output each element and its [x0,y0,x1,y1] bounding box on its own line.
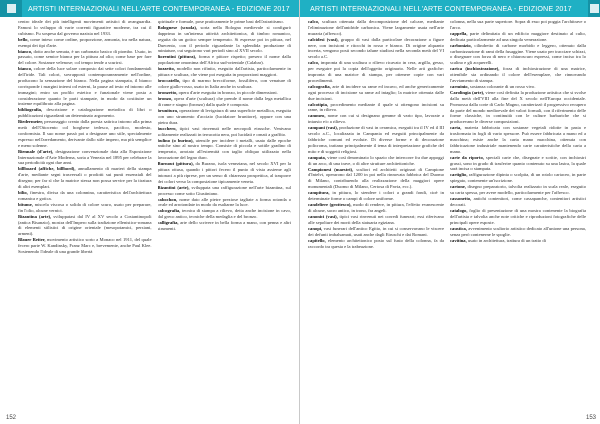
entry-definition: procedimento mediante il quale si ottengono incisioni su rame, in rilievo. [308,101,444,113]
entry-definition: utensile per incidere i metalli, usato dalle epoche antiche sino al nostro tempo. Consiste di piccola e sottile gradino di temperato, arrotato all'estremità con taglio obliquo utilizzato nella lavorazione del legno duro. [157,137,291,161]
entry-term: capitello, [308,237,326,243]
glossary-entry [308,190,444,202]
entry-definition: sviluppatasi dal IV al XV secolo a Costantinopoli (antica Bisanzio), mostra dell'Impero sulla tradizione ellenistico-romana di elementi stilistici di origine orientale (mesopotamici, persiani, armeni). [18,213,152,237]
entry-definition: avvenimento scultorio artistico dedicato all'unione una persona, senza però contenerne le spoglie. [450,225,586,237]
glossary-entry [450,84,586,90]
entry-term: bello, [18,36,29,42]
glossary-entry [450,43,586,66]
entry-term: Burnout (pittura), [157,161,194,167]
entry-definition: gruppo di vasi dalla particolare decorazione a figure nere, con incisioni e ritocchi in rosso e bianco. Di origine alquanto incerta, vengono posti secondo talune studiosi nella seconda metà del VI secolo a.C. [308,36,444,60]
entry-term: bianco, [18,66,33,72]
entry-definition: impronta di una scultura o rilievo ricavato in cera, argilla, gesso, per eseguire poi la copia dell'oggetto originario. Nelle arti grafiche: impronta di una matrice di stampa, per ottenere copie con vari procedimenti. [308,60,444,83]
glossary-entry [308,125,444,154]
left-page-number: 152 [6,415,17,421]
entry-term: calcidesi (vasi), [308,36,339,42]
left-columns [18,19,291,410]
entry-term: bronzo, [157,96,173,102]
entry-definition: raffigurazione dipinta o scolpita, di un rotolo cartaceo, in parte spiegato, contenente un'iscrizione. [450,172,586,184]
entry-definition: cilindretto di carbone morbido e leggero, ottenuto dalla carbonizzazione di rami della fusaggine. Viene usato per tracciare schizzi, o disegnare con forza di nero e chiaroscuro espressi, come inciso tra lo scalino e gli acquerelli. [450,42,586,66]
entry-definition: sorta nella Bologna medievale si configurò dapprima in un'intensa attività architettonica, di timbro romanico, seguita da un gotico sempre temperato. Si espresse poi in pittura, nel Duecento, con il periodo riguardante la splendida produzione di miniature, cui seguirono vari periodi sino al XVII secolo. [157,25,291,54]
entry-term: canopi, [308,225,323,231]
entry-term: calcografia, [157,208,181,214]
glossary-entry [18,66,152,107]
right-page-number: 153 [585,415,596,421]
entry-definition: come inteso come ordine, proporzione, armonia, tra nella natura, esempi dei tipi d'arte. [18,36,152,48]
glossary-entry [158,25,292,54]
left-header-title: ARTISTI INTERNAZIONALI NELL'ARTE CONTEMPORANEA - EDIZIONE 2017 [22,0,299,17]
entry-term: brunitura, [157,107,179,113]
entry-term: cavitina, [450,237,467,243]
entry-term: Biedermeier, [18,119,43,125]
entry-definition: descrizione e catalogazione metodica di libri o pubblicazioni riguardanti un determinato argomento. [18,107,152,119]
entry-term: bronzetto, [157,90,178,96]
entry-definition: colore della luce solare composto dai sette colori fondamentali dell'iride. Tali colori, sovrapposti contemporaneamente nell'ordine, producono la sensazione del bianco. Nella pagina stampata, il bianco corrisponde i margini interni od esterni, la pause ad testo ed intorno alle immagini; entro un profilo estetico e funzionale viene posta a considerazione quanto le parti stampate, in modo da costituire un insieme equilibrato alla pagina. [18,66,152,107]
entry-term: Campionesi (maestri), [308,166,354,172]
glossary-entry [308,60,444,83]
column-4 [450,19,586,410]
right-header-title: ARTISTI INTERNAZIONALI NELL'ARTE CONTEMPORANEA - EDIZIONE 2017 [300,0,588,17]
entry-term: bianco, [18,48,33,54]
entry-term: campitura, [308,190,330,196]
entry-term: cappella, [450,30,468,36]
entry-term: bibliografia, [18,107,43,113]
entry-term: carta, [450,125,462,131]
entry-definition: da Burano, isola veneziana, nel secolo XVI per la pittura ottusa, quando i pittori fecero il punto di vista assieme agli intonaci a più riprese, per un senso di chiarezza prospettica, al trasporre dei colori verso la composizione tipicamente veneta. [157,161,291,184]
glossary-entry [308,19,444,37]
glossary-entry [308,226,444,238]
entry-term: cartiglio, [450,172,468,178]
glossary-entry [308,167,444,190]
entry-definition: viene così denominato lo spazio che intercorre fra due appoggi di un arco, di una trave, o di altre strutture architettoniche. [308,154,444,166]
entry-definition: foglio di presentazione di una mostra contenente la biografia dell'artista e talvolta anche note critiche e riproduzioni fotografiche delle principali opere esposte. [450,208,586,225]
entry-definition: vasi funerari dell'antico Egitto, in cui si conservavano le viscere dei defunti imbalsamati, usati anche dagli Etruschi e dai Romani. [308,225,444,237]
entry-definition: scultori ed architetti originari di Campione d'Intelvi, operarono dal 1200 in poi nella rinnovata fabbrica del Duomo di Milano, contribuendo alla realizzazione della maggiori opere monumentali (Duomo di Milano, Certosa di Pavia, ecc.). [308,166,444,190]
left-header-tab [0,0,22,17]
glossary-entry [158,90,292,96]
tab-square-icon [590,4,599,13]
glossary-entry [450,238,586,244]
entry-definition: modo di rendere, in pittura, l'effetto evanescente di alcune, sacro antico, in trono, fra angeli. [308,202,444,213]
entry-term: calcotipia, [308,101,329,107]
entry-term: cammeo, [308,113,326,119]
glossary-entry [158,208,292,220]
entry-definition: elemento architettonico posto sul fusto della colonna, fa da raccordo tra questa e la trabeazione. [308,237,444,249]
entry-term: billboard (affiche, billbord), [18,166,76,172]
entry-definition: antichi contenitori, come cassapanche, contenitori artistici decorati. [450,196,586,208]
entry-term: caustica, [450,225,467,231]
glossary-entry [158,138,292,161]
entry-definition: tipici vasi rinvenuti nei corredi funerari; essi riferivano alle sepolture dei morti della statuaria egiziana. [308,213,444,225]
entry-term: catalogo, [450,208,468,214]
glossary-entry [18,166,152,189]
glossary-entry [158,197,292,209]
entry-definition: produzione di vasi in ceramica, eseguiti tra il IV ed il III secolo a.C., localizzata in Campania ed eseguiti principalmente da fabbriche comuni ed evolute. Di diverse forme e di decorazione policroma, trattano principalmente il tema di interpretazione grafiche del mito e di soggetti religiosi. [308,125,444,154]
entry-term: Bizantina (arte), [18,213,52,219]
entry-term: bucchero, [157,125,177,131]
entry-term: campani (vasi), [308,125,338,131]
entry-definition: designazione convenzionale data alla Esposizione Internazionale d'Arte Moderna, sorta a Venezia nel 1895 per celebrare la sua periodicità ogni due anni. [18,148,152,166]
entry-term: bozzetto, [157,66,175,72]
entry-definition: arte di incidere su rame ed incavo, ed anche genericamente ogni processo di incisione su rame ad intaglio; la matrice ottenuta dalle due incisioni. [308,83,444,101]
entry-term: candeliere (grottesco), [308,202,352,208]
glossary-entry [18,119,152,148]
entry-term: Blauer Reiter, [18,237,46,243]
entry-term: carminio, [450,84,469,90]
glossary-entry [450,226,586,238]
entry-term: bilio, [18,189,28,195]
glossary-entry [308,84,444,102]
entry-term: canonici (vasi), [308,213,338,219]
entry-term: bulino (o burino), [157,137,194,143]
entry-definition: tecnica di stampa a rilievo, detta anche incisione in cavo, dal greco antico, tecniche della medaglia e del bronzo. [157,208,291,220]
entry-definition: scultura ottenuta dalla decomposizione del calcare, mediante l'eliminazione dell'anidride carbonica. Viene largamente usata nell'arte muraria (affresco). [308,19,444,36]
glossary-entry [158,54,292,66]
right-columns [308,19,586,410]
glossary-entry [450,155,586,173]
glossary-entry [158,66,292,78]
entry-definition: forza di inchiostrazione di una matrice, ottenibile sia ordinando il colore dell'esemplare, che rinnovando l'avviamento di stampa. [450,66,586,83]
entry-definition: personaggio creato dalla poesia satirica intorno alla prima metà dell'Ottocento col borghese tedesco, pacifico, modesto, conformista. Il suo nome passò poi a designare uno stile, specialmente espresso nell'arredamento, derivante dallo stile impero, ma più semplice e meno solenne. [18,119,152,148]
entry-definition: usato in architettura, trattura di un tratto di [467,237,546,243]
entry-term: cabochon, [157,196,178,202]
glossary-entry [158,78,292,90]
glossary-entry [308,102,444,114]
glossary-entry [18,149,152,167]
entry-definition: forma e pittore rispetto; presero il nome dalla popolazione omonima dell'Africa sud-orientale (Calabar). [157,54,291,66]
entry-term: calco, [308,19,320,24]
entry-definition: dotto anche semata, è un carbonato basico di piombo. Usato, in passato, come semice bianca per la pittura ad olio; come base per fare del colore. Sostanze velenose; col tempo tende a scurirsi. [18,48,152,66]
entry-definition: in pittura, lo stendere i colori a grandi fondi, cioè in determinate forme o campi di colore uniforme. [308,190,444,201]
glossary-entry [18,190,152,202]
entry-definition: finestra, divisa da una colonnina, caratteristica dell'architettura romanica e gotica. [18,189,152,201]
entry-term: Bizantini (arte), [157,184,190,190]
entry-definition: speciali carte che, disegnate e scritte, con inchiostri grassi, sono in grado di trasferire quanto contenuto su una lastra, la quale sarà incisa o stampata. [450,154,586,172]
entry-term: carte da riporto, [450,154,484,160]
entry-definition: movimento artistico sorto a Monaco nel 1911, del quale fecero parte W. Kandinsky, Franz Marc e, brevemente, anche Paul Klee. Sostenendo l'ideale di una grande libertà [18,237,152,254]
entry-definition: operazione di levigatura di una superficie metallica, eseguita con uno strumento d'acciaio (lucidatore brunitore), oppure con una pietra dura. [157,107,291,125]
entry-definition: nome dato alle pietre preziose tagliate a forma rotonda o ovale ed arrotondate in modo da esaltarne la luce. [157,196,291,208]
entry-definition: centro ideale dei più intelligenti movimenti artistici di avanguardia. Famosi lo sviluppo di varie correnti figurative moderne, tra cui il cubismo. Fu sospesa dal governo nazista nel 1933. [18,19,152,36]
glossary-entry [450,208,586,226]
glossary-entry [450,172,586,184]
entry-term: Bolognese (scuola), [157,25,198,31]
glossary-entry [308,155,444,167]
glossary-entry [18,49,152,67]
glossary-entry [308,214,444,226]
glossary-entry [158,96,292,108]
entry-definition: sviluppata una raffigurazione nell'arte bizantina, sul processo come sotto Giustiniano. [157,184,291,196]
column-3 [308,19,444,410]
entry-term: carbonizio, [450,42,472,48]
entry-term: bitume, [18,201,33,207]
glossary-entry [158,19,292,25]
glossary-entry [18,202,152,214]
column-2 [158,19,292,410]
glossary-entry [18,37,152,49]
entry-definition: opera d'arte eseguita in bronzo, in piccole dimensioni. [178,90,278,96]
entry-term: calcografia, [308,83,331,89]
right-header-tab [588,0,600,17]
glossary-entry [158,126,292,138]
entry-definition: opera d'arte (scultura) che prende il nome dalla lega metallica di rame e stagno (bronzo) dalla quale è composta. [157,96,291,107]
glossary-entry [158,220,292,232]
entry-term: cassonetto, [450,196,472,202]
entry-definition: tipici vasi rinvenuti nelle necropoli etrusche. Venivano solitamente realizzati in terracotta nera, poi lucidati e ornati a graffito. [157,125,291,137]
entry-definition: spirituale e formale, pose praticamente le prime basi dell'astrattismo. [157,19,284,24]
entry-definition: colonna, nella sua parte superiore. Sopra di esso poi poggia l'architrave o l'arco. [450,19,586,30]
entry-term: calligrafia, [157,220,179,226]
entry-definition: arte dello scrivere in bella forma a mano, con penna e altri strumenti. [157,220,291,232]
glossary-entry [308,37,444,60]
glossary-entry [450,90,586,125]
entry-term: campata, [308,154,326,160]
right-page [300,0,600,424]
glossary-entry [18,214,152,237]
entry-term: fiorentini (pittura), [157,54,197,60]
entry-definition: disegno preparatorio, talvolta realizzato in scala reale, eseguito su carta spessa, per avere modello, particolarmente per l'affresco. [450,184,586,196]
entry-definition: miscela viscosa o solida di colore scuro, usato per preparare, fin l'olio, alcune vernici. [18,201,152,213]
column-1 [18,19,152,410]
glossary-entry [450,125,586,154]
entry-term: Biennale (d'arte), [18,148,54,154]
entry-definition: tipo di marmo brecciforme, fossilifero, con venature di colore giallo-rosso, usato in Italia anche in scultura. [157,78,291,90]
glossary-entry [450,66,586,84]
glossary-entry [450,196,586,208]
entry-term: broccatello, [157,78,181,84]
tab-square-icon [7,4,16,13]
entry-definition: viene così definita la produzione artistica che si svolse dalla metà dell'VIII alla fine del X secolo nell'Europa occidentale. Promossa dalla corte di Carlo Magno, caratterizzò il progressivo recupero da parte del mondo medioevale dei valori formali, con il riferimento delle forme classiche, in continuità con le culture barbariche che si producevano le diverse composizioni. [450,90,586,125]
entry-definition: sostanza colorante di un rosso vivo. [469,84,536,90]
glossary-entry [158,161,292,184]
glossary-entry [308,202,444,214]
glossary-entry [308,238,444,250]
entry-term: carica (inchiostrazione), [450,66,500,72]
entry-definition: materia fabbricata con sostanze vegetali ridotte in pasta e trasformata in fogli di vario spessore. Può essere fabbricata a mano ed a macchina; esiste anche la carta mano macchina, ottenuta con fabbricazione industriale mantenendo carte caratteristiche della carta a mano. [450,125,586,154]
entry-definition: modello non rifinito, eseguito dall'artista, particolarmente in pittura e scultura, che viene poi eseguita in proporzioni maggiori. [157,66,291,78]
entry-definition: parte delimitata di un edificio maggiore destinato al culto, dedicata particolarmente ad una singola venerazione. [450,30,586,42]
entry-term: calco, [308,60,320,66]
entry-definition: nome con cui si designano gemme di vario tipo, lavorate a intarsio e/o a rilievo. [308,113,444,125]
glossary-entry [450,31,586,43]
glossary-entry [18,107,152,119]
glossary-entry [18,237,152,255]
glossary-entry [158,108,292,126]
glossary-entry [450,19,586,31]
glossary-entry [308,113,444,125]
glossary-entry [18,19,152,37]
entry-term: cartone, [450,184,466,190]
glossary-entry [450,184,586,196]
entry-term: Carolingia (arte), [450,90,485,96]
entry-definition: annullamento di marteri della stampa d'arte, mediante segni trasversali o prodotti sui punti essenziali del disegno; per far sì che la matrice stessa non possa servire per la tiratura di altri esemplari. [18,166,152,189]
glossary-entry [158,185,292,197]
